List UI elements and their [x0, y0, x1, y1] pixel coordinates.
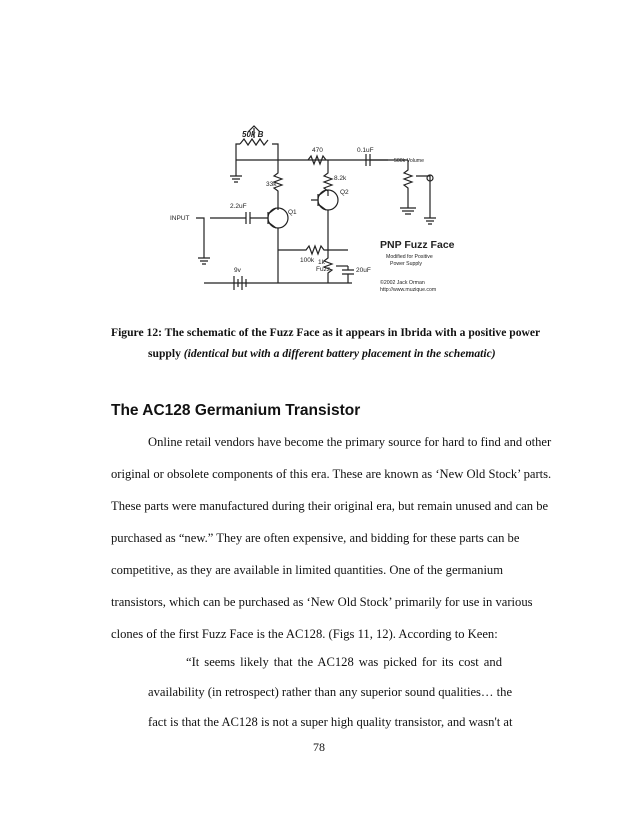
paragraph-line: Online retail vendors have become the primary source for hard to find and other — [148, 435, 552, 449]
caption-italic: (identical but with a different battery placement in the schematic) — [183, 347, 496, 360]
section-heading: The AC128 Germanium Transistor — [111, 402, 361, 419]
page-number: 78 — [313, 740, 325, 754]
schematic-label-1k: 1k — [318, 259, 325, 266]
schematic-copyright: ©2002 Jack Orman — [380, 280, 425, 286]
figure-caption — [111, 322, 571, 364]
schematic-label-470: 470 — [312, 147, 323, 154]
paragraph-line: transistors, which can be purchased as ‘New Old Stock’ primarily for use in various — [111, 595, 533, 609]
schematic-label-2u2: 2.2uF — [230, 203, 247, 210]
schematic-label-9v: 9v — [234, 267, 241, 274]
schematic-label-q2: Q2 — [340, 189, 349, 196]
quote-line: fact is that the AC128 is not a super high quality transistor, and wasn't at — [148, 715, 513, 729]
schematic-label-fuzz: Fuzz — [316, 266, 331, 273]
caption-plain: supply — [148, 347, 184, 360]
paragraph-line: clones of the first Fuzz Face is the AC128. (Figs 11, 12). According to Keen: — [111, 627, 498, 641]
schematic-label-33k: 33k — [266, 181, 277, 188]
paragraph-line: original or obsolete components of this era. These are known as ‘New Old Stock’ parts. — [111, 467, 552, 481]
schematic-label-20u: 20uF — [356, 267, 371, 274]
schematic-url: http://www.muzique.com — [380, 287, 437, 293]
paragraph-line: These parts were manufactured during their original era, but remain unused and can be — [111, 499, 549, 513]
schematic-subtitle-1: Modified for Positive — [386, 254, 433, 260]
schematic-label-volume: 500k Volume — [394, 158, 424, 164]
fuzz-face-schematic — [168, 118, 468, 303]
schematic-label-cap: 0.1uF — [357, 147, 374, 154]
caption-line-2 — [111, 343, 571, 364]
quote-line: availability (in retrospect) rather than any superior sound qualities… the — [148, 685, 513, 699]
schematic-subtitle-2: Power Supply — [390, 261, 423, 267]
schematic-label-pot: 50k B — [242, 130, 264, 139]
schematic-label-q1: Q1 — [288, 209, 297, 216]
paragraph-line: competitive, as they are available in limited quantities. One of the germanium — [111, 563, 504, 577]
schematic-label-100k: 100k — [300, 257, 315, 264]
quote-line: “It seems likely that the AC128 was picked for its cost and — [186, 655, 502, 669]
schematic-label-input: INPUT — [170, 215, 190, 222]
schematic-title: PNP Fuzz Face — [380, 239, 455, 251]
caption-line-1: Figure 12: The schematic of the Fuzz Face as it appears in Ibrida with a positive power — [111, 326, 541, 339]
paragraph-line: purchased as “new.” They are often expensive, and bidding for these parts can be — [111, 531, 520, 545]
schematic-label-8k2: 8.2k — [334, 175, 347, 182]
